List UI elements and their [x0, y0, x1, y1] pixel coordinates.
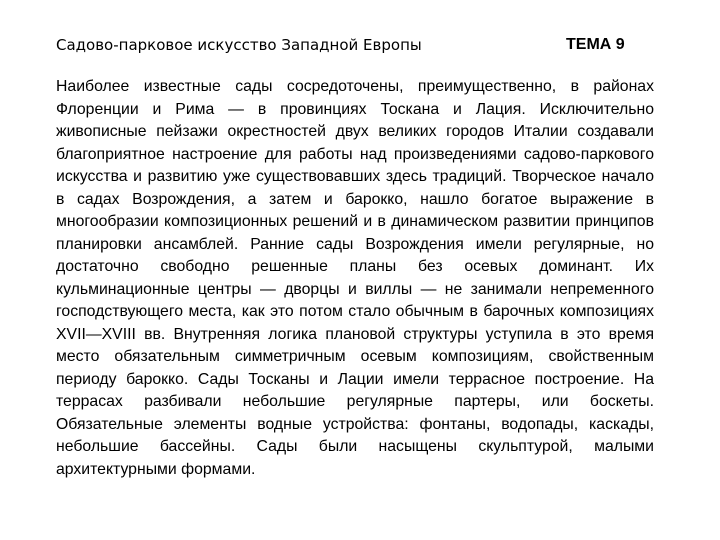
topic-label: ТЕМА 9 — [566, 36, 625, 53]
body-paragraph: Наиболее известные сады сосредоточены, преимущественно, в районах Флоренции и Рима — в провинциях Тоскана и Лация. Исключительно живописные пейзажи окрестностей двух великих городов Италии создавали благоприятное настроение для работы над произведениями садово-паркового искусства и развитию уже существовавших здесь традиций. Творческое начало в садах Возрождения, а затем и барокко, нашло богатое выражение в многообразии композиционных решений и в динамическом развитии принципов планировки ансамблей. Ранние сады Возрождения имели регулярные, но достаточно свободно решенные планы без осевых доминант. Их кульминационные центры — дворцы и виллы — не занимали непременного господствующего места, как это потом стало обычным в барочных композициях XVII—XVIII вв. Внутренняя логика плановой структуры уступила в это время место обязательным симметричным осевым композициям, свойственным периоду барокко. Сады Тосканы и Лации имели террасное построение. На террасах разбивали небольшие регулярные партеры, или боскеты. Обязательные элементы водные устройства: фонтаны, водопады, каскады, небольшие бассейны. Сады были насыщены скульптурой, малыми архитектурными формами. — [56, 78, 654, 478]
slide-heading: Садово-парковое искусство Западной Европы — [56, 36, 422, 54]
